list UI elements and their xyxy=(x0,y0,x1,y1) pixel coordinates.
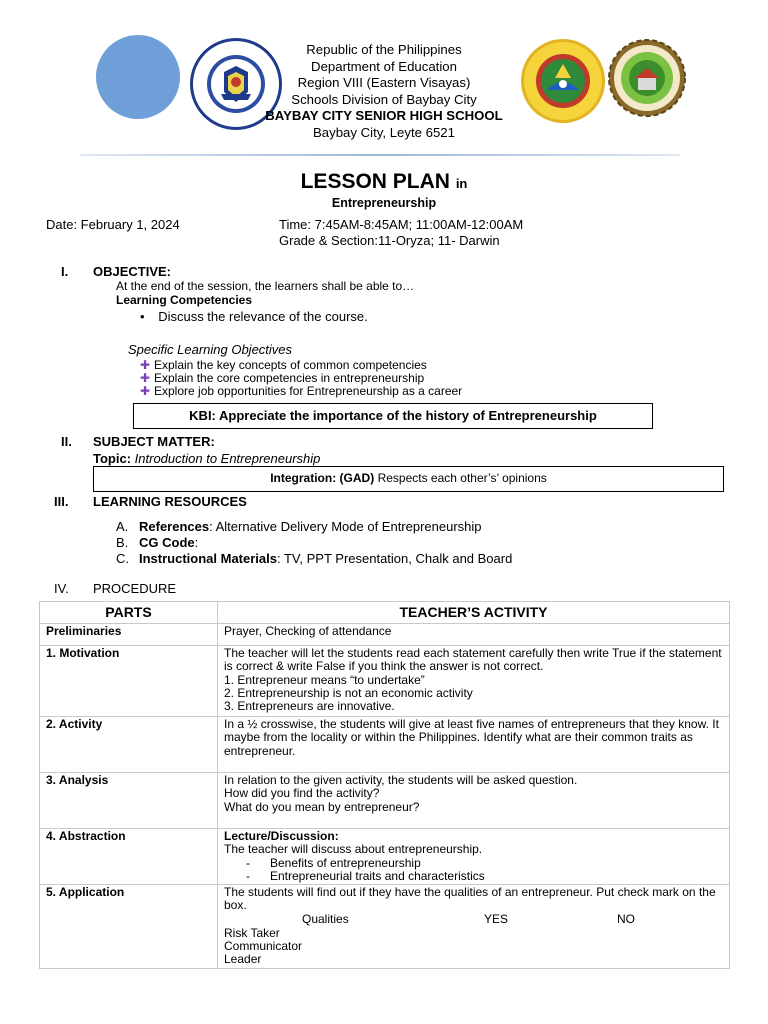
learning-resources-heading: LEARNING RESOURCES xyxy=(93,494,247,509)
subject-matter-heading: SUBJECT MATTER: xyxy=(93,434,215,449)
competencies-label: Learning Competencies xyxy=(116,293,253,307)
arrow-down-icon: ✚ xyxy=(140,371,151,385)
topic-value: Introduction to Entrepreneurship xyxy=(134,451,321,466)
table-row xyxy=(40,624,730,646)
no-header: NO xyxy=(617,911,635,926)
school-address: Baybay City, Leyte 6521 xyxy=(313,124,455,140)
kbi-box: KBI: Appreciate the importance of the history of Entrepreneurship xyxy=(133,403,653,429)
activity-analysis: In relation to the given activity, the students will be asked question. How did you find the activity? What do you mean by entrepreneur? xyxy=(218,773,730,829)
resources-list xyxy=(116,519,512,567)
procedure-heading: PROCEDURE xyxy=(93,581,177,596)
table-row xyxy=(40,646,730,717)
part-application: 5. Application xyxy=(40,885,218,969)
qualities-header: Qualities xyxy=(302,911,349,926)
trait-communicator: Communicator xyxy=(224,938,303,953)
header-line-division: Schools Division of Baybay City xyxy=(291,91,477,107)
title-suffix: in xyxy=(455,176,468,191)
header-line-deped: Department of Education xyxy=(311,58,457,74)
table-row xyxy=(40,829,730,885)
integration-label: Integration: (GAD) xyxy=(270,471,375,485)
section-number-3: III. xyxy=(54,494,69,509)
list-item: ✚ Explain the key concepts of common competencies xyxy=(140,358,427,372)
title-main: LESSON PLAN xyxy=(300,170,450,193)
competency-text: Discuss the relevance of the course. xyxy=(158,309,368,324)
specific-objectives-list xyxy=(132,359,462,398)
part-activity: 2. Activity xyxy=(40,717,218,773)
header-line-region: Region VIII (Eastern Visayas) xyxy=(297,75,471,90)
col-parts: PARTS xyxy=(40,602,218,624)
trait-risk-taker: Risk Taker xyxy=(224,925,280,940)
arrow-down-icon: ✚ xyxy=(140,384,151,398)
table-row xyxy=(40,773,730,829)
list-item: ✚ Explain the core competencies in entrepreneurship xyxy=(140,371,425,385)
integration-box xyxy=(93,466,724,492)
list-item: B. CG Code: xyxy=(116,535,199,550)
objective-intro: At the end of the session, the learners shall be able to… xyxy=(116,279,415,293)
subject-title: Entrepreneurship xyxy=(331,196,437,210)
activity-application: The students will find out if they have the qualities of an entrepreneur. Put check mark on the box. Qualities YES NO Risk Taker Communicator Leader xyxy=(218,885,730,969)
list-item: A. References: Alternative Delivery Mode of Entrepreneurship xyxy=(116,519,482,534)
part-motivation: 1. Motivation xyxy=(40,646,218,717)
time-info: Time: 7:45AM-8:45AM; 11:00AM-12:00AM xyxy=(279,217,524,232)
col-teacher-activity: TEACHER’S ACTIVITY xyxy=(218,602,730,624)
part-analysis: 3. Analysis xyxy=(40,773,218,829)
trait-leader: Leader xyxy=(224,952,262,967)
integration-value: Respects each other’s’ opinions xyxy=(377,471,547,485)
section-number-1: I. xyxy=(61,264,69,279)
bullet-icon: • xyxy=(140,309,145,324)
competency-item xyxy=(140,309,368,324)
activity-abstraction: Lecture/Discussion: The teacher will discuss about entrepreneurship. - Benefits of entrepreneurship - Entrepreneurial traits and characteristics xyxy=(218,829,730,885)
yes-header: YES xyxy=(484,911,509,926)
header-line-republic: Republic of the Philippines xyxy=(306,42,462,57)
grade-section-info: Grade & Section:11-Oryza; 11- Darwin xyxy=(279,233,500,248)
header-divider xyxy=(80,154,680,156)
procedure-table xyxy=(39,601,730,969)
specific-objectives-label: Specific Learning Objectives xyxy=(128,342,293,357)
activity-activity: In a ½ crosswise, the students will give at least five names of entrepreneurs that they know. It maybe from the locality or within the Philippines. Identify what are their common traits as entrepreneur. xyxy=(218,717,730,773)
activity-preliminaries: Prayer, Checking of attendance xyxy=(218,624,730,646)
table-row xyxy=(40,885,730,969)
list-item: C. Instructional Materials: TV, PPT Presentation, Chalk and Board xyxy=(116,551,513,566)
part-preliminaries: Preliminaries xyxy=(40,624,218,646)
list-item: ✚ Explore job opportunities for Entrepreneurship as a career xyxy=(140,384,463,398)
activity-motivation: The teacher will let the students read each statement carefully then write True if the statement is correct & write False if you think the answer is not correct. 1. Entrepreneur means “to undertake” 2. Entrepreneurship is not an economic activity 3. Entrepreneurs are innovative. xyxy=(218,646,730,717)
topic-label: Topic: xyxy=(93,451,132,466)
table-row xyxy=(40,717,730,773)
page-title xyxy=(0,170,768,194)
date-info: Date: February 1, 2024 xyxy=(46,217,180,232)
section-number-2: II. xyxy=(61,434,72,449)
part-abstraction: 4. Abstraction xyxy=(40,829,218,885)
arrow-down-icon: ✚ xyxy=(140,358,151,372)
topic-line xyxy=(93,451,320,466)
section-number-4: IV. xyxy=(54,581,69,596)
table-header-row xyxy=(40,602,730,624)
school-name: BAYBAY CITY SENIOR HIGH SCHOOL xyxy=(265,108,503,123)
objective-heading: OBJECTIVE: xyxy=(93,264,172,279)
school-header xyxy=(0,42,768,141)
